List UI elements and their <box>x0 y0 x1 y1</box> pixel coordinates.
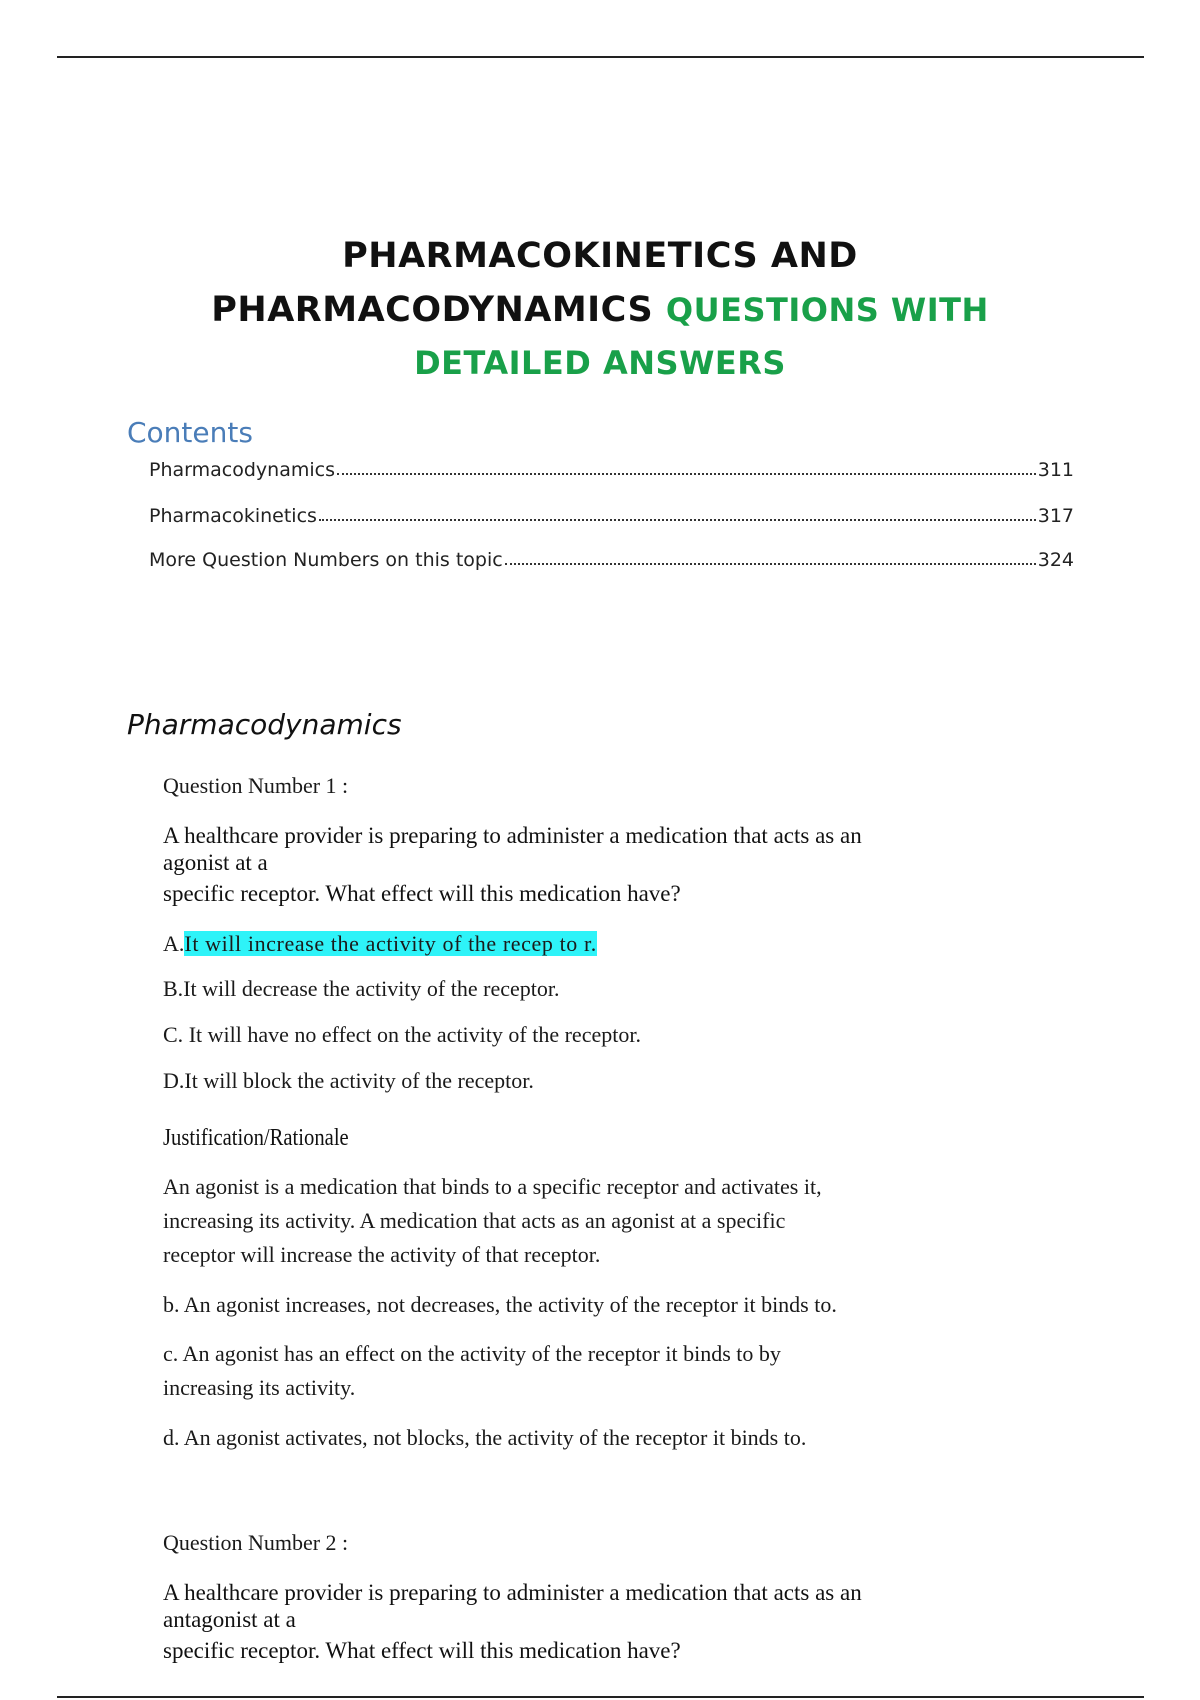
rationale-b: b. An agonist increases, not decreases, the activity of the receptor it binds to. <box>163 1292 837 1317</box>
rationale-line: c. An agonist has an effect on the activity of the receptor it binds to by <box>163 1341 781 1366</box>
option-c[interactable] <box>163 1022 641 1048</box>
question-text-line: agonist at a <box>163 850 268 875</box>
option-a[interactable] <box>163 931 597 957</box>
toc-entry-page: 324 <box>1037 549 1074 571</box>
option-letter: B. <box>163 976 184 1001</box>
rationale-line: increasing its activity. <box>163 1375 356 1400</box>
option-letter: C. <box>163 1022 184 1047</box>
toc-entry-pharmacodynamics[interactable] <box>149 455 1074 481</box>
rationale-line: receptor will increase the activity of that receptor. <box>163 1242 601 1267</box>
rationale-c <box>163 1337 1063 1405</box>
toc-leader-dots <box>505 563 1036 565</box>
toc-entry-pharmacokinetics[interactable] <box>149 501 1074 527</box>
question-1-number: Question Number 1 : <box>163 773 349 798</box>
option-text: It will decrease the activity of the receptor. <box>183 976 560 1001</box>
bottom-rule <box>57 1696 1144 1698</box>
document-title-line-1: PHARMACOKINETICS AND <box>342 236 858 276</box>
option-a-text-highlighted: It will increase the activity of the recep to r. <box>184 931 597 956</box>
option-text: It will have no effect on the activity of the receptor. <box>183 1022 641 1047</box>
document-title-line-3: DETAILED ANSWERS <box>414 344 786 382</box>
question-2-text <box>163 1579 1063 1664</box>
question-text-line: specific receptor. What effect will this medication have? <box>163 1638 681 1663</box>
rationale-main <box>163 1170 1063 1272</box>
title-green-segment: QUESTIONS WITH <box>665 291 989 329</box>
question-text-line: specific receptor. What effect will this medication have? <box>163 881 681 906</box>
toc-entry-more-questions[interactable] <box>149 545 1074 571</box>
top-rule <box>57 56 1144 58</box>
option-letter: A. <box>163 931 185 956</box>
title-dark-segment: PHARMACODYNAMICS <box>211 290 654 330</box>
option-letter: D. <box>163 1068 185 1093</box>
option-d[interactable] <box>163 1068 534 1094</box>
toc-entry-label: Pharmacodynamics <box>149 459 335 481</box>
toc-entry-label: More Question Numbers on this topic <box>149 549 503 571</box>
option-text: It will block the activity of the receptor. <box>184 1068 534 1093</box>
toc-entry-label: Pharmacokinetics <box>149 505 317 527</box>
toc-leader-dots <box>319 519 1036 521</box>
section-heading-pharmacodynamics: Pharmacodynamics <box>127 708 402 741</box>
question-2-number: Question Number 2 : <box>163 1530 349 1555</box>
rationale-line: increasing its activity. A medication that acts as an agonist at a specific <box>163 1208 786 1233</box>
option-b[interactable] <box>163 976 559 1002</box>
question-1-text <box>163 822 1063 907</box>
justification-heading: Justification/Rationale <box>163 1125 349 1151</box>
toc-entry-page: 317 <box>1037 505 1074 527</box>
contents-heading: Contents <box>127 416 253 449</box>
toc-entry-page: 311 <box>1037 459 1074 481</box>
document-title-line-2 <box>0 290 1200 330</box>
rationale-d: d. An agonist activates, not blocks, the activity of the receptor it binds to. <box>163 1425 807 1450</box>
rationale-line: An agonist is a medication that binds to a specific receptor and activates it, <box>163 1174 822 1199</box>
toc-leader-dots <box>337 473 1036 475</box>
question-text-line: A healthcare provider is preparing to administer a medication that acts as an <box>163 1580 862 1605</box>
question-text-line: A healthcare provider is preparing to administer a medication that acts as an <box>163 823 862 848</box>
question-text-line: antagonist at a <box>163 1607 296 1632</box>
